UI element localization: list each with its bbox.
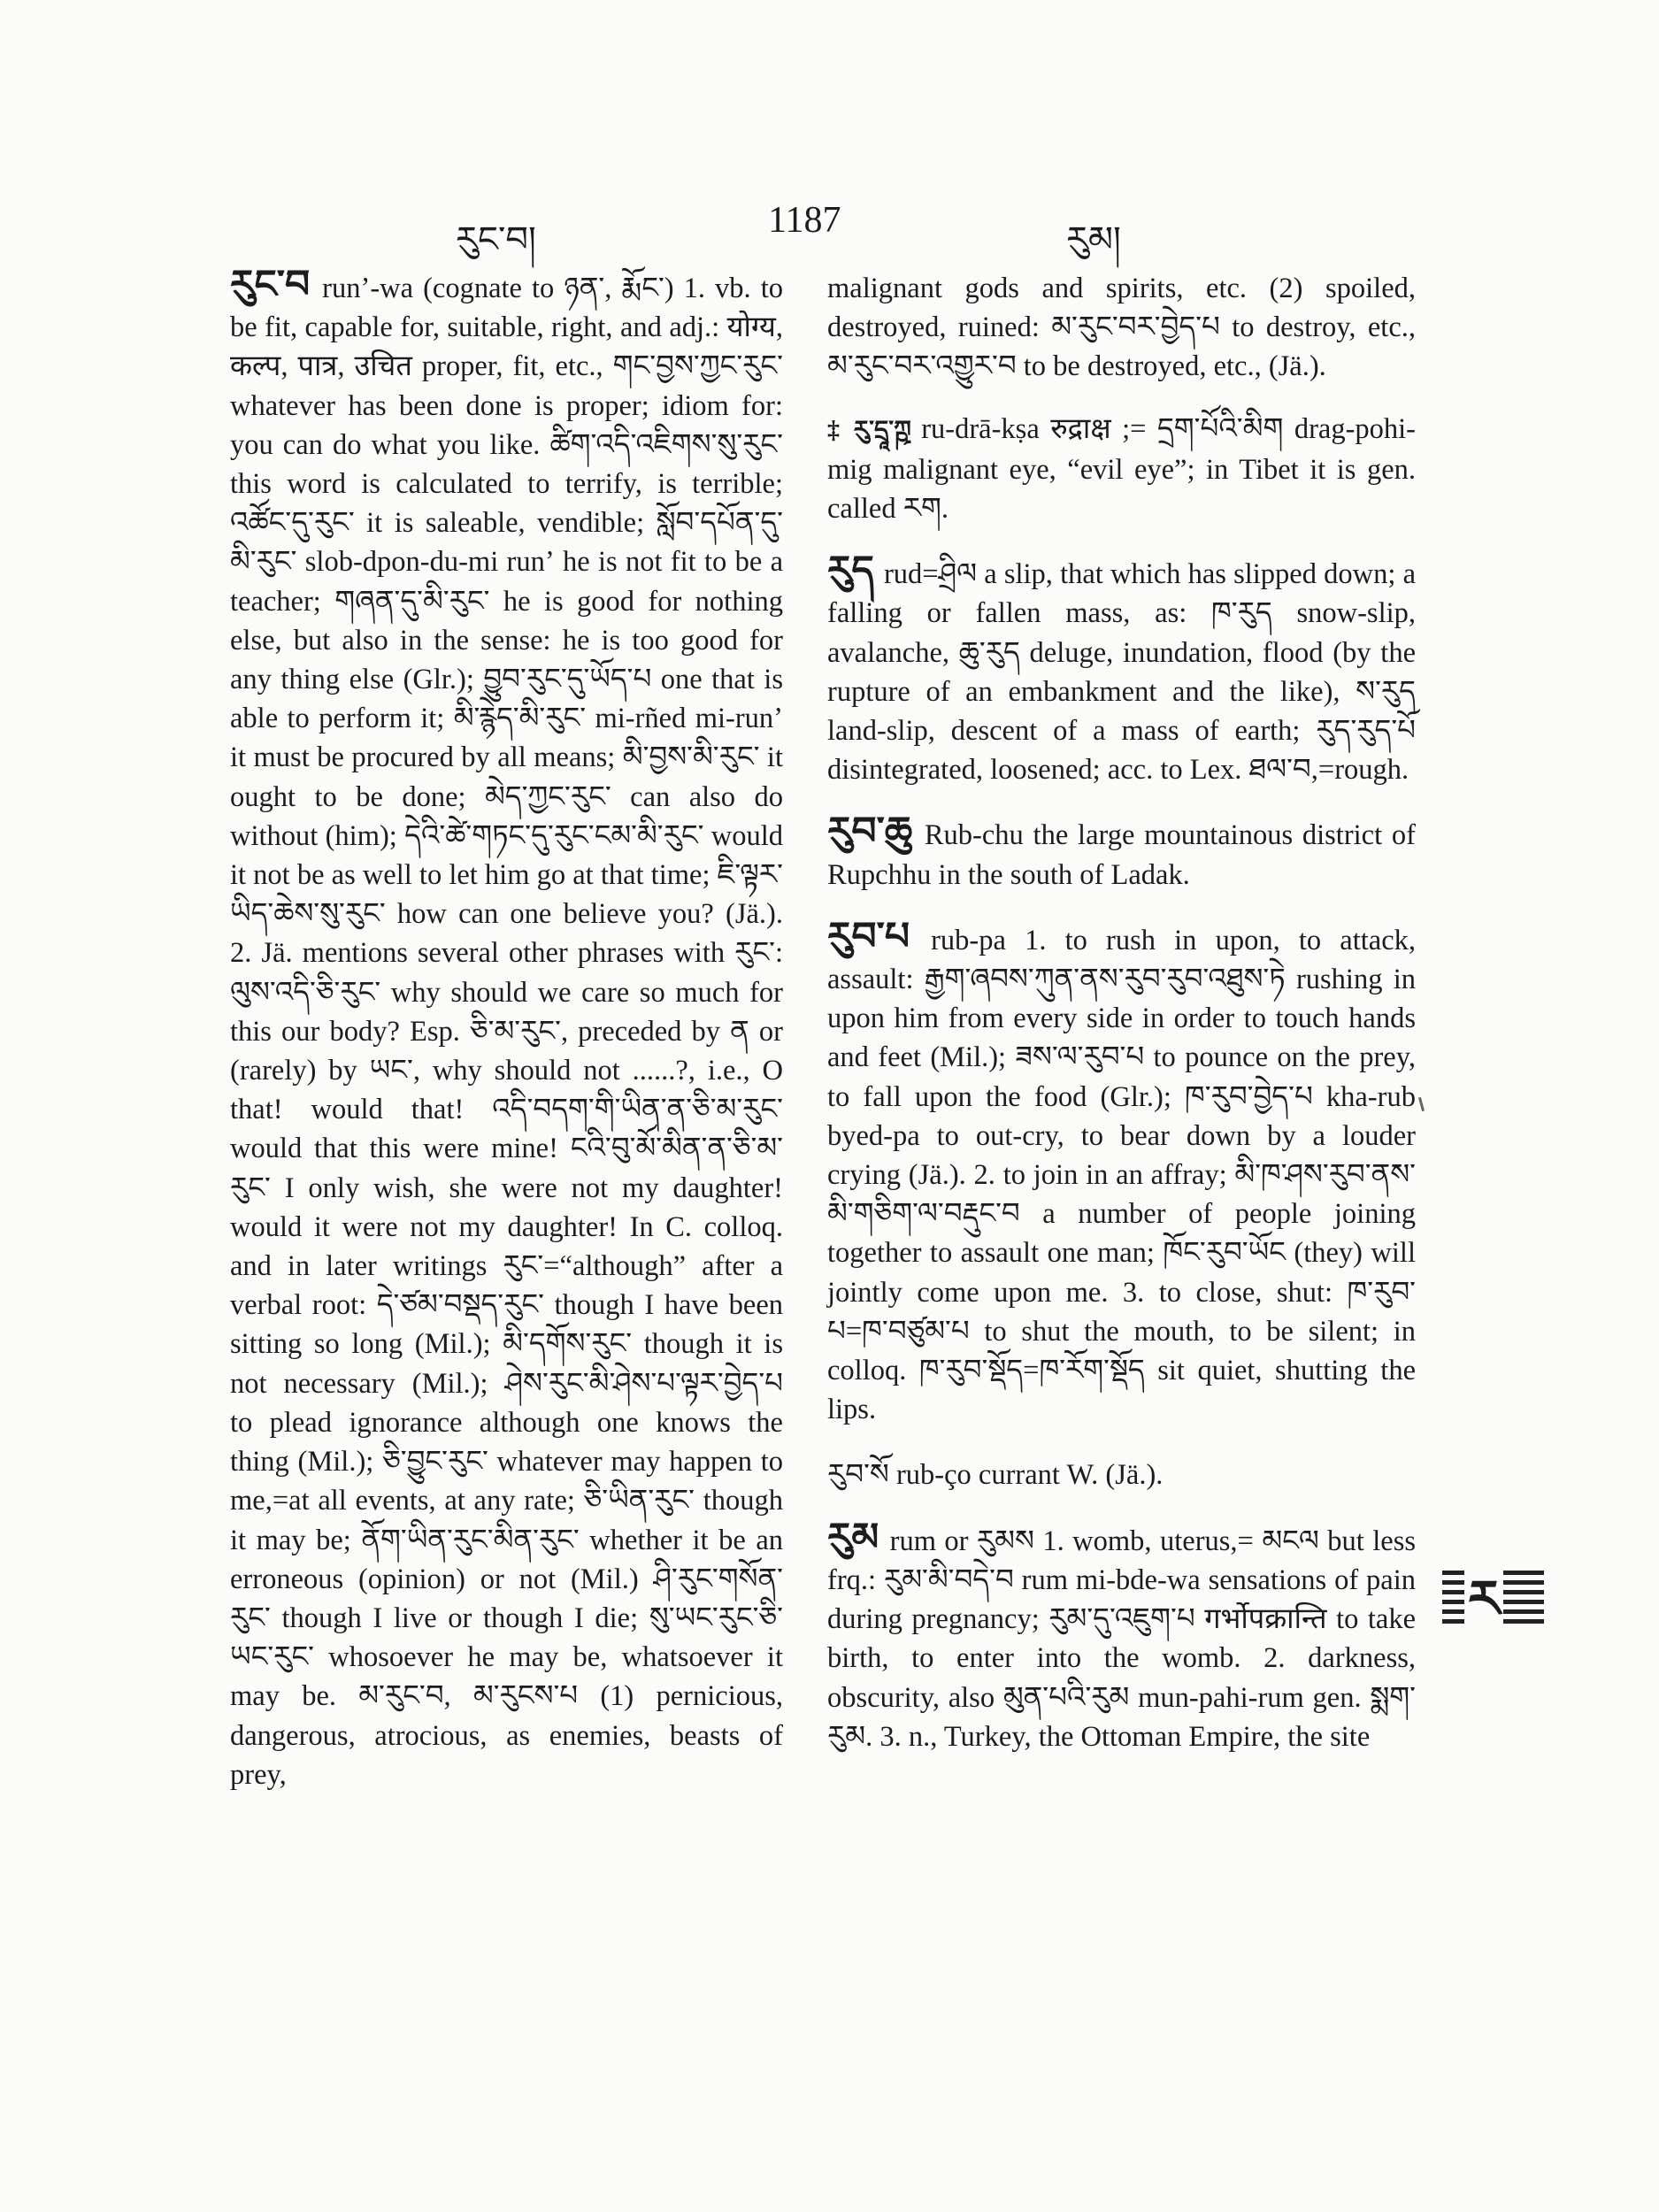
entry-rub-pa bbox=[827, 914, 1416, 1430]
headword: རུང་བ bbox=[230, 263, 323, 306]
headword: རུམ bbox=[827, 1515, 890, 1559]
page-header bbox=[0, 199, 1659, 260]
entry-rung-ba-continued bbox=[827, 265, 1416, 387]
margin-mark bbox=[1418, 1097, 1425, 1111]
thumb-index-tab bbox=[1442, 1571, 1544, 1632]
entry-text: rud=ཤྲིལ a slip, that which has slipped down; a falling or fallen mass, as: ཁ་རུད snow-slip, avalanche, ཆུ་རུད deluge, inundation, flood (by the rupture of an embankment and the like), ས་རུད land-slip, descent of a mass of earth; རུད་རུད་པོ disintegrated, loosened; acc. to Lex. ཐལ་བ,=rough. bbox=[827, 558, 1416, 787]
entry-text: རུབ་སོ rub-ço currant W. (Jä.). bbox=[827, 1459, 1164, 1492]
right-column bbox=[827, 265, 1416, 1779]
entry-text: runʼ-wa (cognate to ཉན་, རྨོང་) 1. vb. to be fit, capable for, suitable, right, and adj.: योग्य, कल्प, पात्र, उचित proper, fit, etc., གང་བྱས་ཀྱང་རུང་ whatever has been done is proper; idiom for: you can do what you like. ཚིག་འདི་འཇིགས་སུ་རུང་ this word is calculated to terrify, is terrible; འཚོང་དུ་རུང་ it is saleable, vendible; སློབ་དཔོན་དུ་མི་རུང་ slob-dpon-du-mi runʼ he is not fit to be a teacher; གཞན་དུ་མི་རུང་ he is good for nothing else, but also in the sense: he is too good for any thing else (Glr.); བྱུབ་རུང་དུ་ཡོད་པ one that is able to perform it; མི་རྙེད་མི་རུང་ mi-rñed mi-runʼ it must be procured by all means; མི་བྱས་མི་རུང་ it ought to be done; མེད་ཀྱང་རུང་ can also do without (him); དེའི་ཚེ་གཏང་དུ་རུང་ངམ་མི་རུང་ would it not be as well to let him go at that time; ཇི་ལྟར་ཡིད་ཆེས་སུ་རུང་ how can one believe you? (Jä.). 2. Jä. mentions several other phrases with རུང་: ལུས་འདི་ཅི་རུང་ why should we care so much for this our body? Esp. ཅི་མ་རུང་, preceded by ན or (rarely) by ཡང་, why should not ......?, i.e., O that! would that! འདི་བདག་གི་ཡིན་ན་ཅི་མ་རུང་ would that this were mine! ངའི་བུ་མོ་མིན་ན་ཅི་མ་རུང་ I only wish, she were not my daughter! would it were not my daughter! In C. colloq. and in later writings རུང་=“although” after a verbal root: དེ་ཙམ་བསྡད་རུང་ though I have been sitting so long (Mil.); མི་དགོས་རུང་ though it is not necessary (Mil.); ཤེས་རུང་མི་ཤེས་པ་ལྟར་བྱེད་པ to plead ignorance although one knows the thing (Mil.); ཅི་བྱུང་རུང་ whatever may happen to me,=at all events, at any rate; ཅི་ཡིན་རུང་ though it may be; ནོག་ཡིན་རུང་མིན་རུང་ whether it be an erroneous (opinion) or not (Mil.) ཤི་རུང་གསོན་རུང་ though I live or though I die; སུ་ཡང་རུང་ཅི་ཡང་རུང་ whosoever he may be, whatsoever it may be. མ་རུང་བ, མ་རུངས་པ (1) pernicious, dangerous, atrocious, as enemies, beasts of prey, bbox=[230, 273, 784, 1791]
left-column bbox=[230, 265, 783, 1817]
page-number: 1187 bbox=[768, 200, 841, 241]
left-guide-word: རུང་བ། bbox=[456, 219, 536, 260]
headword: ‡ རུ་དྲཱ་ཀྵ bbox=[827, 416, 922, 444]
entry-text: Rub-chu the large mountainous district of Rupchhu in the south of Ladak. bbox=[827, 819, 1416, 891]
entry-rudraksa bbox=[827, 410, 1416, 529]
entry-text: rub-pa 1. to rush in upon, to attack, assault: རྒྱག་ཞབས་ཀུན་ནས་རུབ་རུབ་འཐུས་ཏེ rushing in upon him from every side in order to touch hands and feet (Mil.); ཟས་ལ་རུབ་པ to pounce on the prey, to fall upon the food (Glr.); ཁ་རུབ་བྱེད་པ kha-rub byed-pa to out-cry, to bear down by a louder crying (Jä.). 2. to join in an affray; མི་ཁ་ཤས་རུབ་ནས་མི་གཅིག་ལ་བརྡུང་བ a number of people joining together to assault one man; ཁོང་རུབ་ཡོང (they) will jointly come upon me. 3. to close, shut: ཁ་རུབ་པ=ཁ་བཙུམ་པ to shut the mouth, to be silent; in colloq. ཁ་རུབ་སྡོད=ཁ་རོག་སྡོད sit quiet, shutting the lips. bbox=[827, 924, 1416, 1426]
entry-text: rum or རུམས 1. womb, uterus,= མངལ but less frq.: རུམ་མི་བདེ་བ rum mi-bde-wa sensations of pain during pregnancy; རུམ་དུ་འཇུག་པ गर्भोपक्रान्ति to take birth, to enter into the womb. 2. darkness, obscurity, also མུན་པའི་རུམ mun-pahi-rum gen. སྨག་རུམ. 3. n., Turkey, the Ottoman Empire, the site bbox=[827, 1525, 1416, 1753]
entry-rud bbox=[827, 551, 1416, 789]
headword: རུད bbox=[827, 549, 884, 593]
headword: རུབ་ཆུ bbox=[827, 810, 925, 854]
entry-text: ru-drā-kṣa रुद्राक्ष ;= དྲག་པོའི་མིག drag-pohi-mig malignant eye, “evil eye”; in Tibet it is gen. called རག. bbox=[827, 412, 1416, 526]
entry-rung-ba bbox=[230, 265, 783, 1794]
entry-text: malignant gods and spirits, etc. (2) spoiled, destroyed, ruined: མ་རུང་བར་བྱེད་པ to destroy, etc., མ་རུང་བར་འགྱུར་བ to be destroyed, etc., (Jä.). bbox=[827, 273, 1416, 383]
right-guide-word: རུམ། bbox=[1066, 219, 1121, 260]
entry-rub-co bbox=[827, 1452, 1416, 1494]
entry-rum bbox=[827, 1515, 1416, 1756]
thumb-tab-letter: ར bbox=[1464, 1571, 1503, 1627]
headword: རུབ་པ bbox=[827, 914, 932, 958]
entry-rub-chu bbox=[827, 812, 1416, 894]
